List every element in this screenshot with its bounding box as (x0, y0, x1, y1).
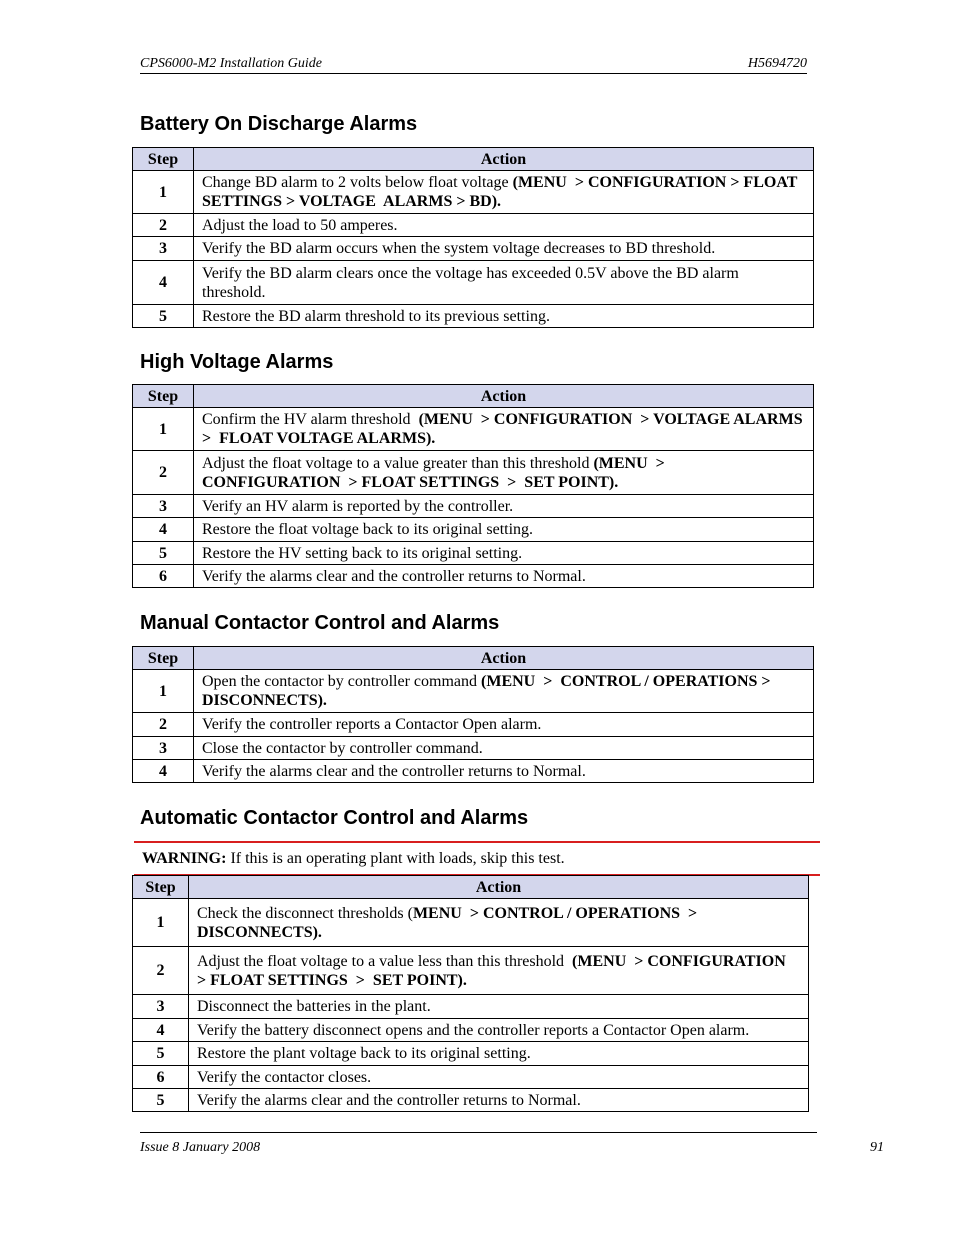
action-text: Verify the alarms clear and the controller returns to Normal. (197, 1091, 581, 1109)
page-header (140, 56, 807, 74)
action-text: Close the contactor by controller command. (202, 739, 483, 757)
step-number: 2 (133, 214, 194, 237)
warning-label: WARNING: (142, 850, 227, 867)
action-cell (189, 1066, 809, 1089)
action-cell (194, 542, 814, 565)
action-text: Verify the BD alarm clears once the voltage has exceeded 0.5V above the BD alarm threshold. (202, 264, 743, 301)
section-title-bd-alarms: Battery On Discharge Alarms (140, 113, 418, 135)
menu-path: MENU > CONTROL / OPERATIONS > DISCONNECTS). (197, 904, 702, 941)
table-row (133, 171, 814, 214)
action-text: Change BD alarm to 2 volts below float voltage (202, 174, 513, 191)
auto-contactor-table (132, 875, 809, 1112)
table-row (133, 1089, 809, 1112)
action-cell (189, 899, 809, 947)
footer-issue-date: Issue 8 January 2008 (140, 1140, 261, 1155)
table-row (133, 495, 814, 518)
table-row (133, 995, 809, 1019)
menu-path: (MENU > CONFIGURATION > VOLTAGE ALARMS > FLOAT VOLTAGE ALARMS). (202, 411, 811, 447)
action-text: Adjust the load to 50 amperes. (202, 216, 398, 234)
table-row (133, 408, 814, 451)
step-number: 4 (133, 261, 194, 305)
action-cell (194, 214, 814, 237)
action-cell (194, 760, 814, 783)
action-text: Verify the alarms clear and the controller returns to Normal. (202, 762, 586, 780)
action-text: Check the disconnect thresholds ( (197, 904, 413, 922)
action-text: Verify the battery disconnect opens and the controller reports a Contactor Open alarm. (197, 1021, 750, 1039)
column-header-step: Step (133, 876, 189, 899)
step-number: 4 (133, 518, 194, 542)
table-row (133, 518, 814, 542)
table-row (133, 947, 809, 995)
action-cell (194, 737, 814, 760)
table-row (133, 670, 814, 713)
step-number: 5 (133, 542, 194, 565)
action-text: Open the contactor by controller command (202, 673, 482, 690)
section-title-hv-alarms: High Voltage Alarms (140, 351, 334, 373)
step-number: 6 (133, 1066, 189, 1089)
table-row (133, 737, 814, 760)
action-text: Adjust the float voltage to a value less than this threshold (197, 952, 573, 970)
table-row (133, 542, 814, 565)
step-number: 3 (133, 995, 189, 1019)
action-cell (194, 305, 814, 328)
action-cell (194, 171, 814, 214)
step-number: 1 (133, 899, 189, 947)
table-row (133, 237, 814, 261)
step-number: 5 (133, 305, 194, 328)
step-number: 2 (133, 947, 189, 995)
section-title-auto-contactor: Automatic Contactor Control and Alarms (140, 807, 529, 829)
manual-contactor-table (132, 646, 814, 783)
column-header-action: Action (194, 148, 814, 171)
table-row (133, 565, 814, 588)
warning-box (134, 841, 820, 876)
action-text: Verify the alarms clear and the controller returns to Normal. (202, 567, 586, 585)
action-cell (189, 947, 809, 995)
column-header-step: Step (133, 385, 194, 408)
step-number: 1 (133, 171, 194, 214)
header-doc-title: CPS6000-M2 Installation Guide (140, 56, 322, 71)
table-row (133, 1042, 809, 1066)
step-number: 1 (133, 408, 194, 451)
action-text: Verify an HV alarm is reported by the controller. (202, 497, 514, 515)
menu-path: (MENU > CONFIGURATION > FLOAT SETTINGS > VOLTAGE ALARMS > BD). (202, 174, 802, 210)
action-text: Restore the plant voltage back to its original setting. (197, 1045, 531, 1062)
step-number: 1 (133, 670, 194, 713)
table-row (133, 261, 814, 305)
action-cell (194, 565, 814, 588)
column-header-action: Action (194, 385, 814, 408)
page-number: 91 (870, 1140, 884, 1155)
menu-path: (MENU > CONFIGURATION > FLOAT SETTINGS > SET POINT). (202, 454, 669, 491)
section-title-manual-contactor: Manual Contactor Control and Alarms (140, 612, 500, 634)
menu-path: (MENU > CONTROL / OPERATIONS > DISCONNECTS). (202, 673, 775, 709)
bd-alarms-table (132, 147, 814, 328)
action-cell (189, 1089, 809, 1112)
step-number: 4 (133, 1019, 189, 1042)
step-number: 5 (133, 1089, 189, 1112)
column-header-step: Step (133, 148, 194, 171)
action-text: Verify the controller reports a Contactor Open alarm. (202, 716, 542, 733)
step-number: 3 (133, 737, 194, 760)
step-number: 3 (133, 495, 194, 518)
table-row (133, 451, 814, 495)
header-doc-number: H5694720 (747, 56, 807, 71)
action-cell (194, 713, 814, 737)
action-text: Adjust the float voltage to a value greater than this threshold (202, 454, 594, 472)
action-cell (194, 495, 814, 518)
action-text: Verify the contactor closes. (197, 1068, 372, 1086)
action-cell (189, 995, 809, 1019)
action-cell (194, 518, 814, 542)
step-number: 3 (133, 237, 194, 261)
action-cell (194, 408, 814, 451)
step-number: 2 (133, 451, 194, 495)
action-text: Restore the HV setting back to its original setting. (202, 544, 523, 562)
table-row (133, 214, 814, 237)
step-number: 2 (133, 713, 194, 737)
table-row (133, 899, 809, 947)
page-footer (140, 1132, 884, 1155)
column-header-action: Action (189, 876, 809, 899)
table-row (133, 1066, 809, 1089)
hv-alarms-table (132, 384, 814, 588)
table-row (133, 713, 814, 737)
table-row (133, 305, 814, 328)
action-cell (194, 451, 814, 495)
column-header-action: Action (194, 647, 814, 670)
action-cell (194, 261, 814, 305)
action-cell (194, 237, 814, 261)
action-text: Restore the float voltage back to its original setting. (202, 521, 534, 538)
action-cell (194, 670, 814, 713)
action-text: Confirm the HV alarm threshold (202, 411, 419, 428)
menu-path: (MENU > CONFIGURATION > FLOAT SETTINGS > SET POINT). (197, 952, 794, 989)
step-number: 6 (133, 565, 194, 588)
action-text: Restore the BD alarm threshold to its previous setting. (202, 307, 550, 325)
action-cell (189, 1019, 809, 1042)
warning-text: If this is an operating plant with loads, skip this test. (226, 850, 565, 867)
column-header-step: Step (133, 647, 194, 670)
step-number: 5 (133, 1042, 189, 1066)
action-cell (189, 1042, 809, 1066)
table-row (133, 1019, 809, 1042)
action-text: Verify the BD alarm occurs when the system voltage decreases to BD threshold. (202, 240, 716, 257)
step-number: 4 (133, 760, 194, 783)
table-row (133, 760, 814, 783)
action-text: Disconnect the batteries in the plant. (197, 998, 431, 1015)
